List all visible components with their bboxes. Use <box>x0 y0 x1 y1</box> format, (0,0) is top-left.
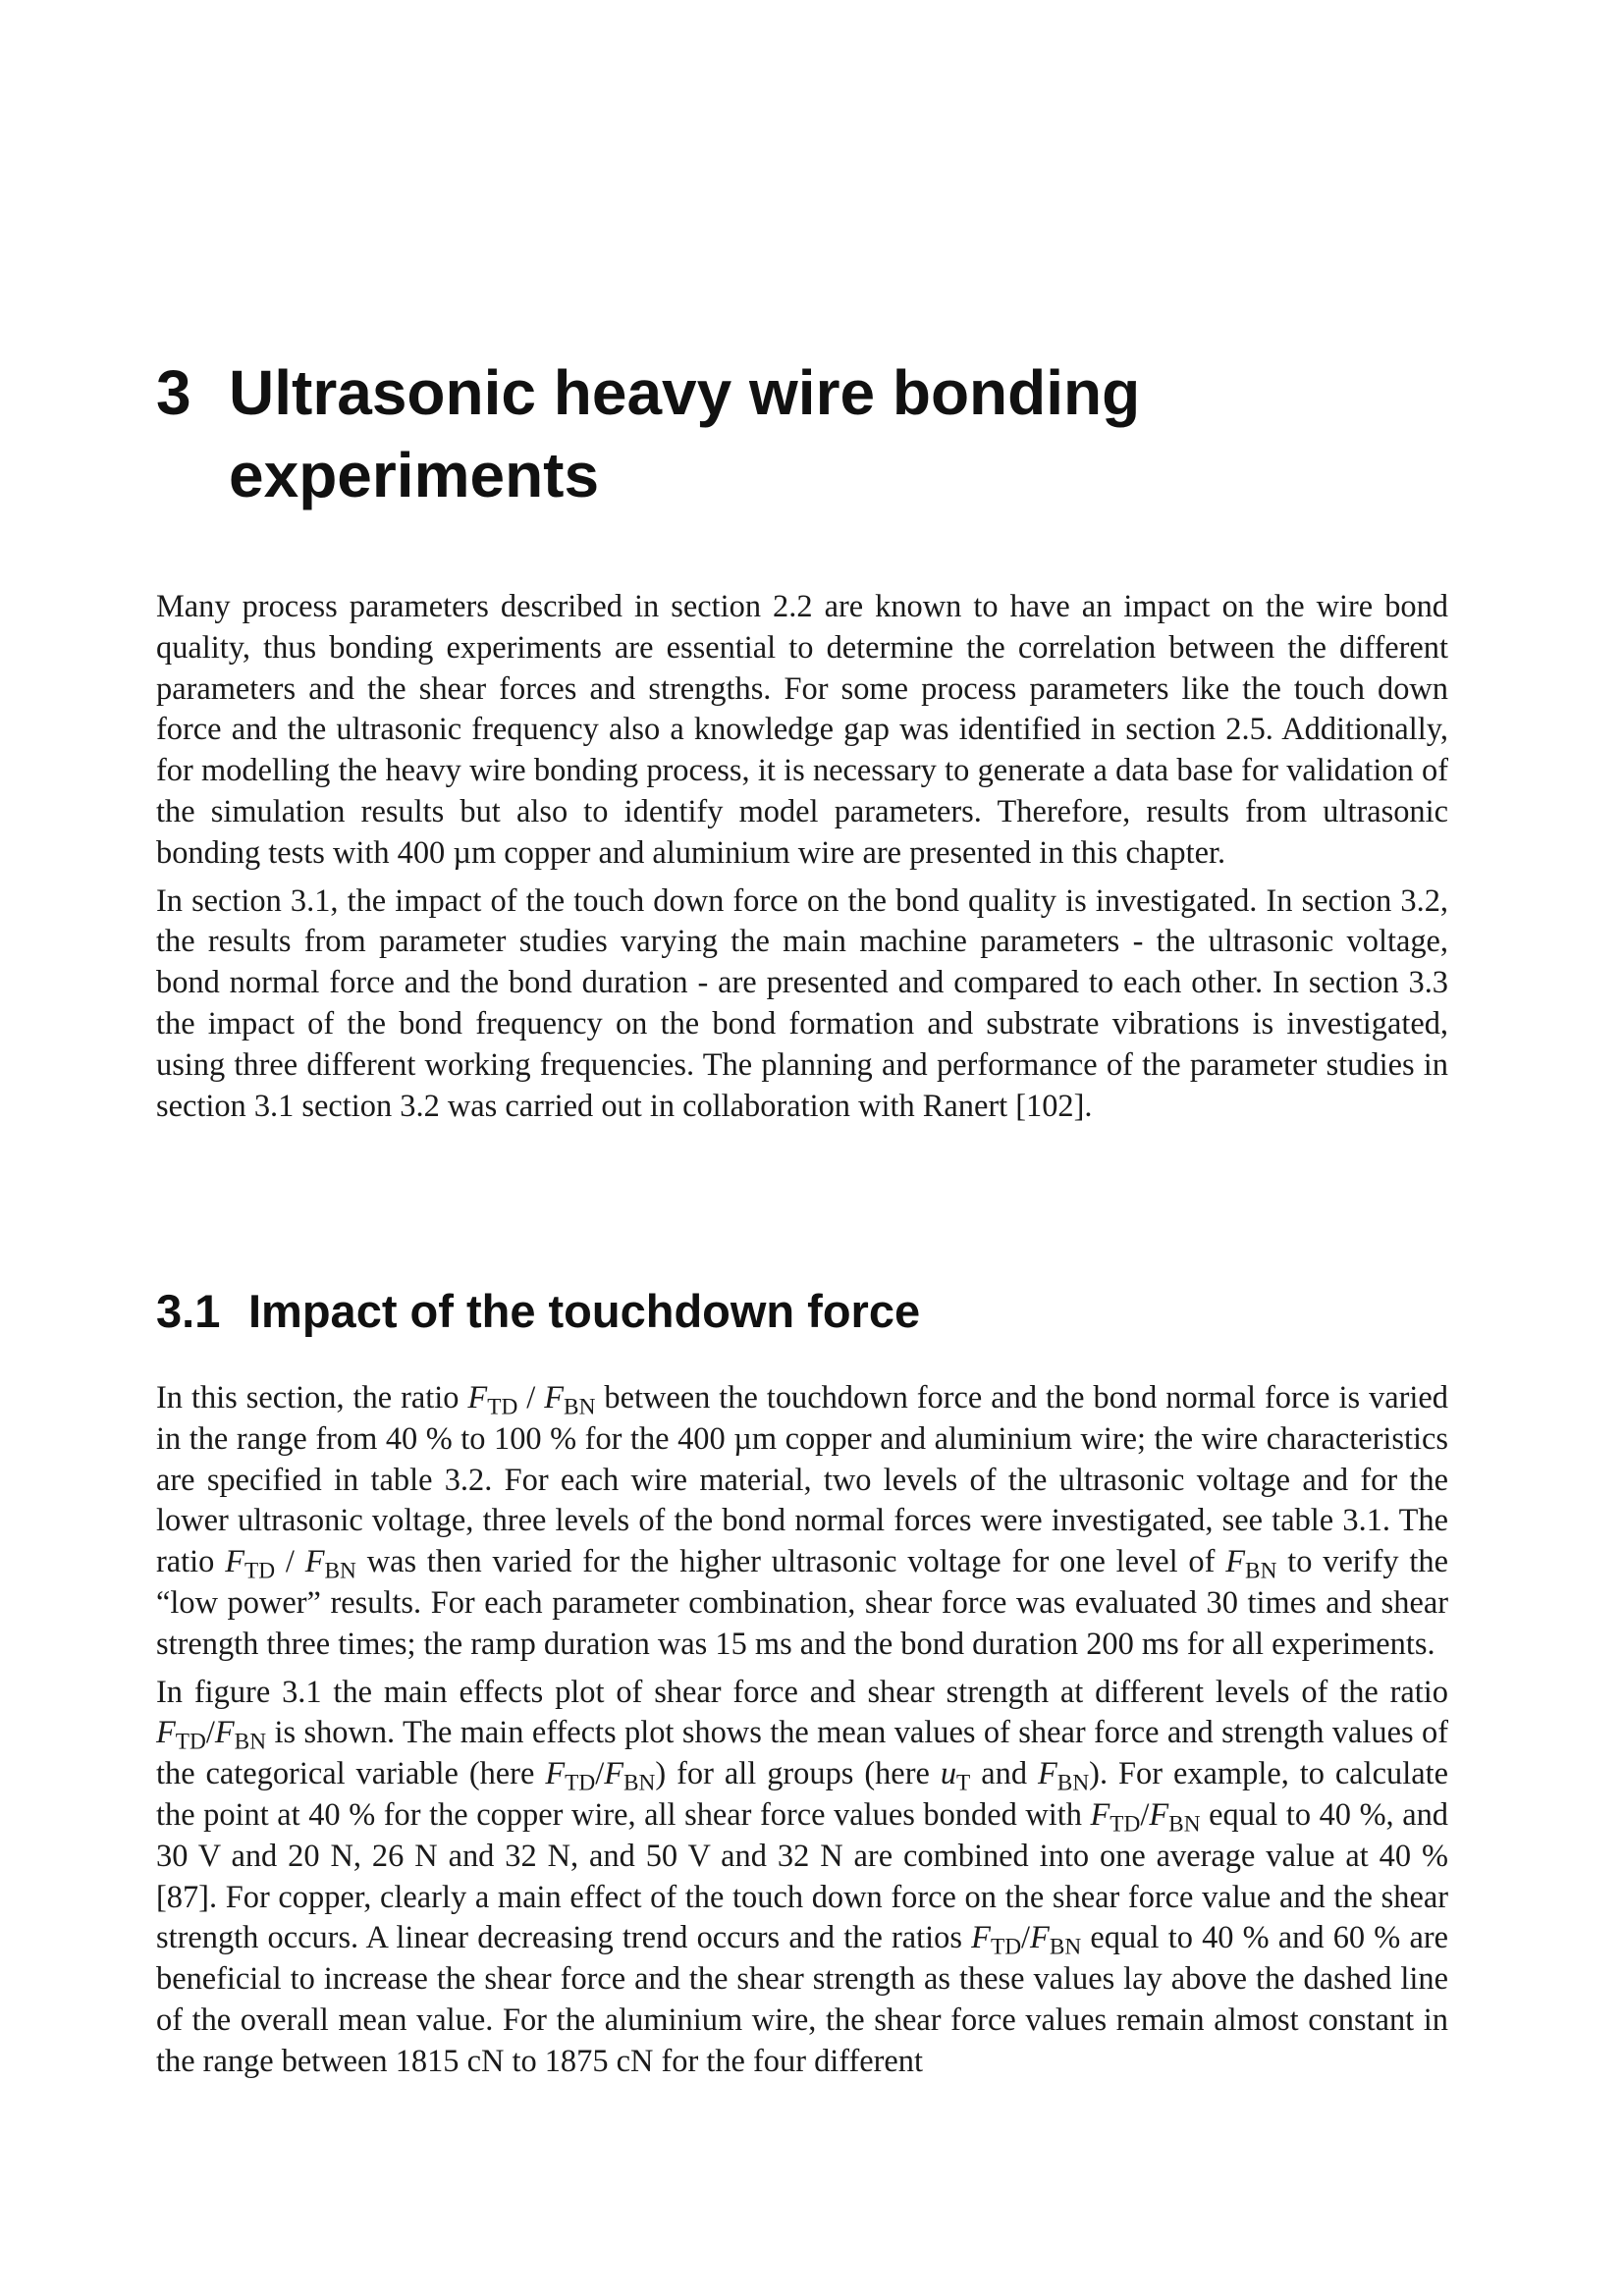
symbol-F: F <box>1225 1544 1246 1580</box>
text-run: and <box>970 1756 1038 1792</box>
subscript-T: T <box>956 1770 971 1796</box>
text-run: ) for all groups (here <box>655 1756 941 1792</box>
symbol-F: F <box>545 1756 566 1792</box>
subscript-TD: TD <box>990 1934 1022 1960</box>
intro-paragraph-2: In section 3.1, the impact of the touch down force on the bond quality is investigated. In section 3.2, the results from parameter studies varying the main machine parameters - the ultrasonic voltage, bond normal force and the bond duration - are presented and compared to each other. In section 3.3 the impact of the bond frequency on the bond formation and substrate vibrations is investigated, using three different working frequencies. The planning and performance of the parameter studies in section 3.1 section 3.2 was carried out in collaboration with Ranert [102]. <box>156 882 1448 1124</box>
symbol-F: F <box>1149 1796 1169 1833</box>
text-run: between the touchdown force and the bond normal force is varied in the range from 40 % to 100 % for the 400 µm copper and aluminium wire; the wire characteristics are specified in table 3.2. For each wire material, two levels of the ultrasonic voltage and for the lower ultrasonic voltage, three levels of the bond normal forces were investigated, see table 3.1. The ratio <box>156 1380 1448 1580</box>
text-run: was then varied for the higher ultrasonic voltage for one level of <box>355 1544 1226 1580</box>
text-run: is shown. The main effects plot shows the mean values of shear force and strength values of the categorical variable (here <box>156 1715 1448 1792</box>
subscript-BN: BN <box>564 1394 596 1420</box>
subscript-TD: TD <box>565 1770 596 1796</box>
intro-paragraph-1: Many process parameters described in section 2.2 are known to have an impact on the wire bond quality, thus bonding experiments are essential to determine the correlation between the different parameters and the shear forces and strengths. For some process parameters like the touch down force and the ultrasonic frequency also a knowledge gap was identified in section 2.5. Additionally, for modelling the heavy wire bonding process, it is necessary to generate a data base for validation of the simulation results but also to identify model parameters. Therefore, results from ultrasonic bonding tests with 400 µm copper and aluminium wire are presented in this chapter. <box>156 589 1448 871</box>
section-heading <box>156 1282 1448 1341</box>
symbol-F: F <box>214 1715 235 1751</box>
section-number: 3.1 <box>156 1285 221 1337</box>
section-body <box>156 1378 1448 2083</box>
chapter-heading <box>156 351 1448 516</box>
slash: / <box>1140 1796 1150 1833</box>
subscript-BN: BN <box>324 1558 356 1584</box>
symbol-F: F <box>544 1380 565 1415</box>
subscript-BN: BN <box>623 1770 656 1796</box>
symbol-F: F <box>604 1756 623 1792</box>
section-paragraph-1 <box>156 1378 1448 1666</box>
subscript-TD: TD <box>1110 1811 1141 1838</box>
symbol-F: F <box>156 1715 176 1751</box>
symbol-F: F <box>225 1544 244 1580</box>
subscript-TD: TD <box>244 1558 276 1584</box>
subscript-TD: TD <box>175 1729 206 1755</box>
slash: / <box>205 1715 215 1751</box>
subscript-BN: BN <box>1056 1770 1090 1796</box>
subscript-BN: BN <box>1168 1811 1201 1838</box>
symbol-F: F <box>1090 1796 1110 1833</box>
subscript-BN: BN <box>1049 1934 1082 1960</box>
text-run: In this section, the ratio <box>156 1380 468 1415</box>
chapter-intro <box>156 587 1448 1127</box>
symbol-F: F <box>467 1380 488 1415</box>
text-run: / <box>517 1380 545 1415</box>
subscript-BN: BN <box>234 1729 267 1755</box>
slash: / <box>1021 1920 1031 1956</box>
text-run: equal to 40 % and 60 % are beneficial to increase the shear force and the shear strength as these values lay above the dashed line of the overall mean value. For the aluminium wire, the shear force values remain almost constant in the range between 1815 cN to 1875 cN for the four different <box>156 1920 1448 2079</box>
text-run: equal to 40 %, and 30 V and 20 N, 26 N and 32 N, and 50 V and 32 N are combined into one average value at 40 % [87]. For copper, clearly a main effect of the touch down force on the shear force value and the shear strength occurs. A linear decreasing trend occurs and the ratios <box>156 1796 1448 1956</box>
symbol-F: F <box>304 1544 325 1580</box>
slash: / <box>595 1756 605 1792</box>
chapter-title: Ultrasonic heavy wire bonding experiments <box>229 357 1141 510</box>
text-run: / <box>275 1544 305 1580</box>
symbol-F: F <box>971 1920 991 1956</box>
text-run: ). For example, to calculate the point at 40 % for the copper wire, all shear force values bonded with <box>156 1756 1448 1833</box>
text-run: In figure 3.1 the main effects plot of shear force and shear strength at different levels of the ratio <box>156 1674 1448 1710</box>
symbol-u: u <box>940 1756 957 1792</box>
subscript-BN: BN <box>1245 1558 1277 1584</box>
symbol-F: F <box>1030 1920 1050 1956</box>
text-run: to verify the “low power” results. For each parameter combination, shear force was evaluated 30 times and shear strength three times; the ramp duration was 15 ms and the bond duration 200 ms for all experiments. <box>156 1544 1448 1662</box>
chapter-number: 3 <box>156 357 191 428</box>
subscript-TD: TD <box>487 1394 518 1420</box>
section-paragraph-2 <box>156 1673 1448 2083</box>
section-title: Impact of the touchdown force <box>248 1285 921 1337</box>
symbol-F: F <box>1037 1756 1057 1792</box>
